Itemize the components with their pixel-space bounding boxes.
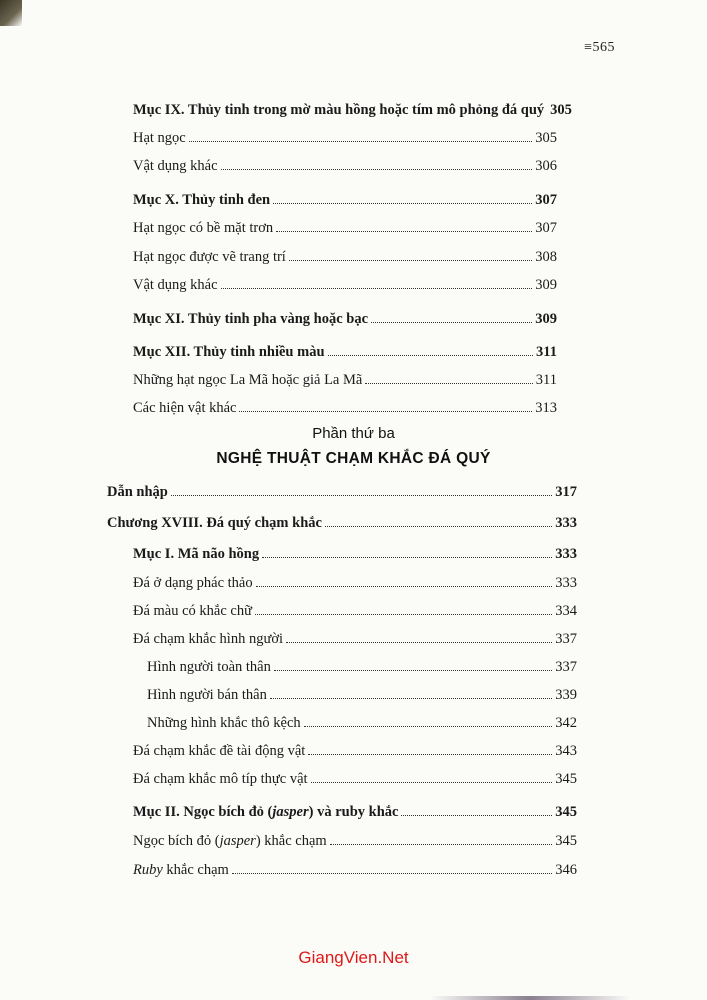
- toc-entry-dan-nhap: [107, 483, 577, 501]
- toc-entry-page: 309: [535, 277, 557, 293]
- toc-entry: [133, 770, 577, 788]
- toc-entry-title: Mục XII. Thủy tinh nhiều màu: [133, 344, 325, 360]
- toc-entry-title: Mục IX. Thủy tinh trong mờ màu hồng hoặc tím mô phỏng đá quý: [133, 102, 545, 118]
- toc-entry-title: Vật dụng khác: [133, 277, 218, 293]
- toc-entry: [133, 861, 577, 879]
- toc-entry: [133, 157, 557, 175]
- toc-entry-page: 345: [555, 804, 577, 820]
- leader-dots: [232, 872, 552, 874]
- leader-dots: [171, 494, 552, 496]
- toc-entry: [133, 832, 577, 850]
- leader-dots: [256, 585, 553, 587]
- toc-entry-muc-x: [133, 191, 557, 209]
- toc-entry-page: 305: [535, 130, 557, 146]
- toc-entry-title: Mục I. Mã não hồng: [133, 546, 260, 562]
- leader-dots: [371, 321, 532, 323]
- toc-entry-page: 346: [555, 862, 577, 878]
- toc-entry-page: 345: [555, 771, 577, 787]
- toc-entry: [133, 371, 557, 389]
- toc-entry-page: 307: [535, 220, 557, 236]
- leader-dots: [365, 382, 532, 384]
- toc-entry-page: 343: [555, 743, 577, 759]
- leader-dots: [189, 140, 533, 142]
- toc-entry-title: Những hình khắc thô kệch: [147, 715, 301, 731]
- leader-dots: [401, 814, 552, 816]
- leader-dots: [286, 641, 552, 643]
- leader-dots: [262, 556, 552, 558]
- toc-entry-title: Đá màu có khắc chữ: [133, 603, 252, 619]
- leader-dots: [273, 202, 532, 204]
- toc-entry-muc-ii: [133, 803, 577, 821]
- toc-entry: [133, 399, 557, 417]
- toc-entry-title: Mục XI. Thủy tinh pha vàng hoặc bạc: [133, 311, 369, 327]
- toc-entry-muc-xi: [133, 310, 557, 328]
- toc-entry: [133, 630, 577, 648]
- toc-entry-page: 311: [535, 372, 557, 388]
- toc-entry: [133, 129, 557, 147]
- toc-entry-page: 306: [535, 158, 557, 174]
- toc-entry-page: 317: [555, 484, 577, 500]
- toc-entry-title: Ngọc bích đỏ (jasper) khắc chạm: [133, 833, 327, 849]
- toc-entry-page: 305: [550, 102, 572, 118]
- toc-entry: [133, 219, 557, 237]
- leader-dots: [328, 354, 534, 356]
- page-bottom-edge: [430, 996, 630, 1000]
- toc-entry-page: 345: [555, 833, 577, 849]
- page-number: ≡565: [584, 40, 615, 55]
- leader-dots: [239, 410, 532, 412]
- corner-page-shadow: [0, 0, 22, 26]
- toc-entry-title: Hạt ngọc: [133, 130, 186, 146]
- leader-dots: [255, 613, 552, 615]
- leader-dots: [276, 230, 532, 232]
- toc-entry: [147, 714, 577, 732]
- toc-entry: [133, 276, 557, 294]
- toc-entry-page: 308: [535, 249, 557, 265]
- toc-entry-page: 333: [555, 546, 577, 562]
- leader-dots: [274, 669, 552, 671]
- watermark: GiangVien.Net: [298, 948, 409, 967]
- part-label: Phần thứ ba: [312, 425, 395, 442]
- toc-entry: [133, 742, 577, 760]
- toc-entry: [133, 574, 577, 592]
- toc-entry-title: Đá chạm khắc hình người: [133, 631, 284, 647]
- leader-dots: [311, 781, 553, 783]
- toc-entry: [133, 602, 577, 620]
- toc-entry-title: Vật dụng khác: [133, 158, 218, 174]
- part-title: NGHỆ THUẬT CHẠM KHẮC ĐÁ QUÝ: [216, 450, 491, 467]
- leader-dots: [325, 525, 552, 527]
- toc-entry-page: 333: [555, 575, 577, 591]
- toc-entry-page: 342: [555, 715, 577, 731]
- toc-entry-chuong-xviii: [107, 514, 577, 532]
- toc-entry-title: Những hạt ngọc La Mã hoặc giả La Mã: [133, 372, 363, 388]
- toc-entry-title: Hạt ngọc có bề mặt trơn: [133, 220, 274, 236]
- toc-entry-title: Ruby khắc chạm: [133, 862, 229, 878]
- leader-dots: [221, 168, 533, 170]
- toc-entry-page: 337: [555, 631, 577, 647]
- toc-entry-page: 313: [535, 400, 557, 416]
- leader-dots: [330, 843, 553, 845]
- toc-entry-title: Các hiện vật khác: [133, 400, 237, 416]
- toc-entry-muc-i: [133, 545, 577, 563]
- toc-entry-page: 339: [555, 687, 577, 703]
- toc-entry-page: 337: [555, 659, 577, 675]
- toc-entry-title: Mục X. Thủy tinh đen: [133, 192, 271, 208]
- toc-entry-title: Đá ở dạng phác thảo: [133, 575, 253, 591]
- toc-entry-title: Đá chạm khắc đề tài động vật: [133, 743, 306, 759]
- toc-entry-title: Đá chạm khắc mô típ thực vật: [133, 771, 308, 787]
- toc-entry-muc-xii: [133, 343, 557, 361]
- toc-entry-muc-ix: [133, 101, 572, 119]
- toc-entry: [147, 686, 577, 704]
- toc-entry-title: Mục II. Ngọc bích đỏ (jasper) và ruby khắc: [133, 804, 399, 820]
- toc-entry-page: 334: [555, 603, 577, 619]
- toc-entry-title: Hình người bán thân: [147, 687, 267, 703]
- leader-dots: [221, 287, 533, 289]
- leader-dots: [270, 697, 552, 699]
- toc-entry: [147, 658, 577, 676]
- leader-dots: [308, 753, 552, 755]
- toc-entry-page: 311: [536, 344, 557, 360]
- toc-entry-page: 307: [535, 192, 557, 208]
- leader-dots: [304, 725, 553, 727]
- toc-entry-title: Chương XVIII. Đá quý chạm khắc: [107, 515, 322, 531]
- leader-dots: [289, 259, 532, 261]
- toc-entry-title: Dẫn nhập: [107, 484, 168, 500]
- toc-entry-page: 333: [555, 515, 577, 531]
- toc-entry-title: Hạt ngọc được vẽ trang trí: [133, 249, 286, 265]
- toc-entry-page: 309: [535, 311, 557, 327]
- toc-entry: [133, 248, 557, 266]
- toc-entry-title: Hình người toàn thân: [147, 659, 271, 675]
